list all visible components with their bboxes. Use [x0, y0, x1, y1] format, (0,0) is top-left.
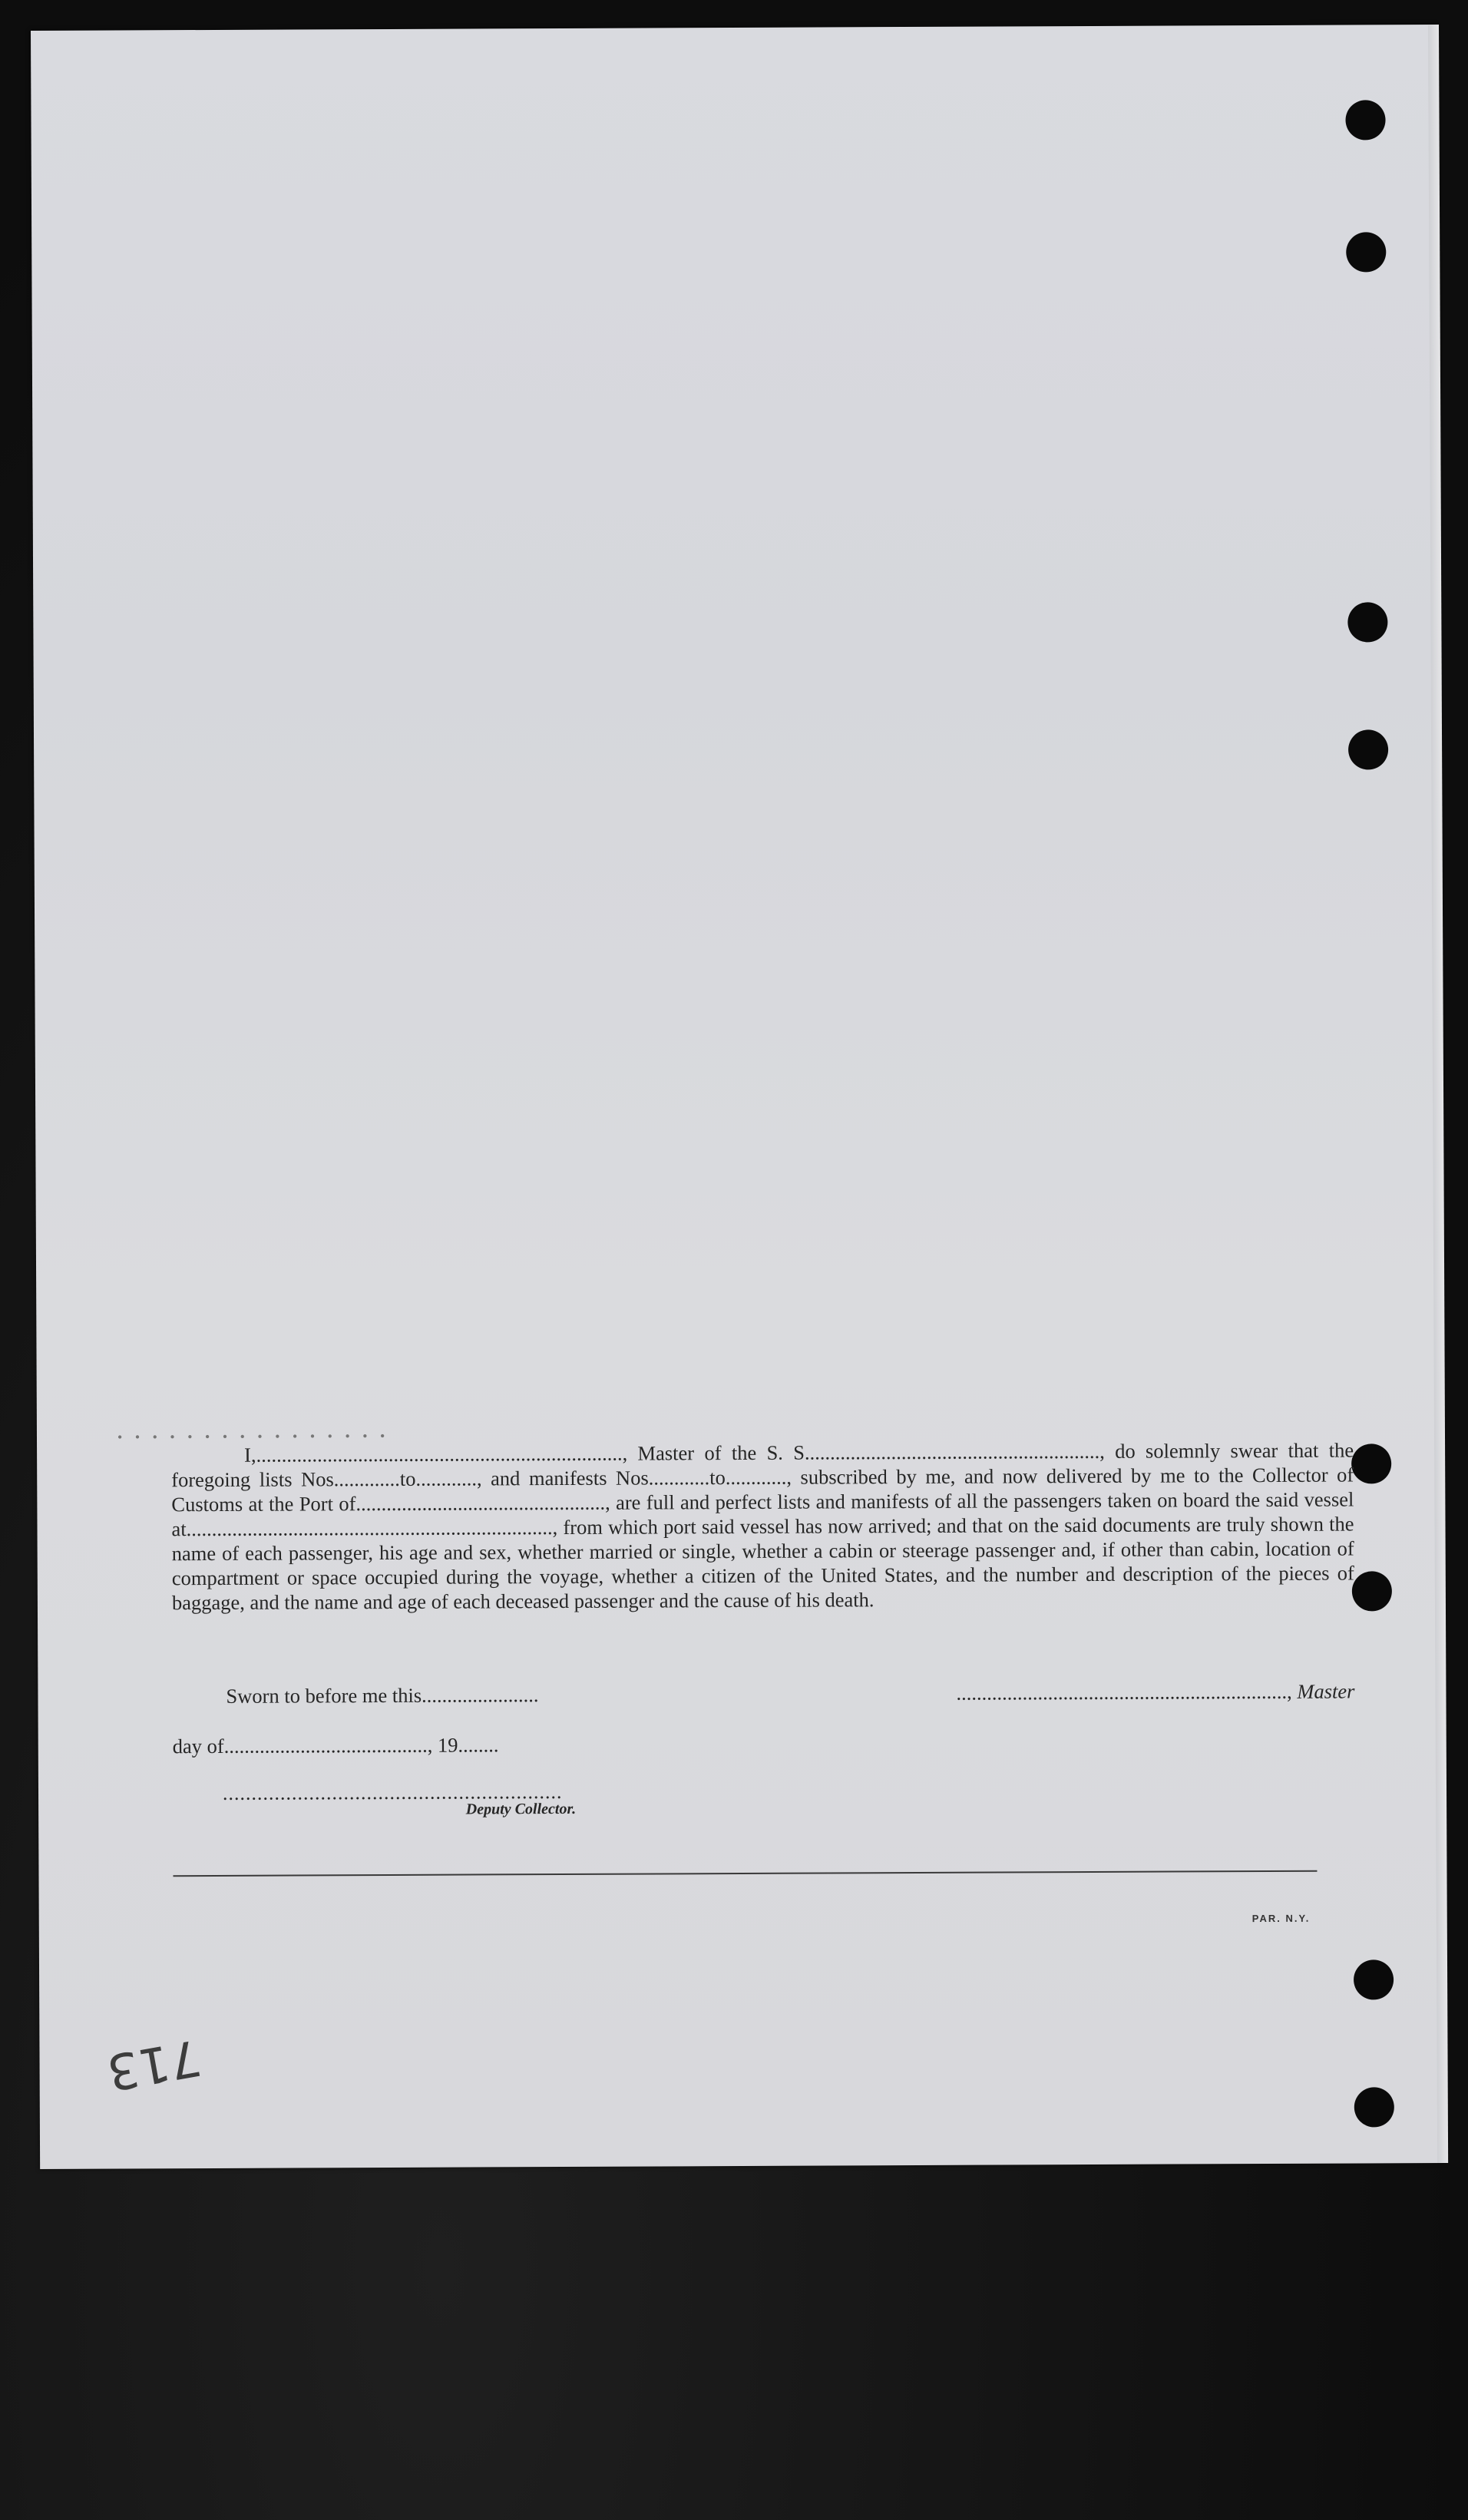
punch-hole — [1347, 602, 1387, 642]
punch-hole — [1345, 100, 1385, 140]
deputy-signature-dots: ........................................................... — [222, 1781, 563, 1804]
deputy-collector-label: Deputy Collector. — [465, 1800, 577, 1818]
deputy-collector-signature — [223, 1781, 576, 1820]
punch-hole — [1351, 1444, 1391, 1483]
manifest-page — [31, 25, 1445, 2169]
master-label: Master — [1297, 1679, 1355, 1703]
master-signature-dots: ................................................................., — [956, 1679, 1292, 1705]
master-signature-line — [956, 1679, 1354, 1705]
master-oath-paragraph — [171, 1437, 1354, 1615]
punch-hole — [1354, 1959, 1394, 1999]
punch-hole — [1352, 1571, 1392, 1611]
sworn-before-text: Sworn to before me this....................... — [226, 1683, 539, 1708]
horizontal-rule — [173, 1870, 1317, 1877]
day-line: day of........................................, 19........ — [172, 1733, 499, 1758]
printer-imprint: PAR. N.Y. — [1251, 1912, 1311, 1925]
punch-hole — [1354, 2087, 1394, 2127]
dotted-mark: • • • • • • • • • • • • • • • • — [117, 1427, 390, 1445]
sworn-line — [172, 1679, 1355, 1708]
oath-text: I,........................................................................, Master of the S. S.........................................................., do solemnly swear that the foregoing lists Nos.............to............, and manifests Nos............to............, subscribed by me, and now delivered by me to the Collector of Customs at the Port of................................................., are full and perfect lists and manifests of all the passengers taken on board the said vessel at........................................................................, from which port said vessel has now arrived; and that on the said documents are truly shown the name of each passenger, his age and sex, whether married or single, whether a cabin or steerage passenger and, if other than cabin, location of compartment or space occupied during the voyage, whether a citizen of the United States, and the number and description of the pieces of baggage, and the name and age of each deceased passenger and the cause of his death. — [171, 1438, 1354, 1615]
punch-hole — [1348, 729, 1388, 769]
punch-hole — [1346, 232, 1386, 272]
handwritten-page-number: 713 — [102, 2028, 206, 2101]
